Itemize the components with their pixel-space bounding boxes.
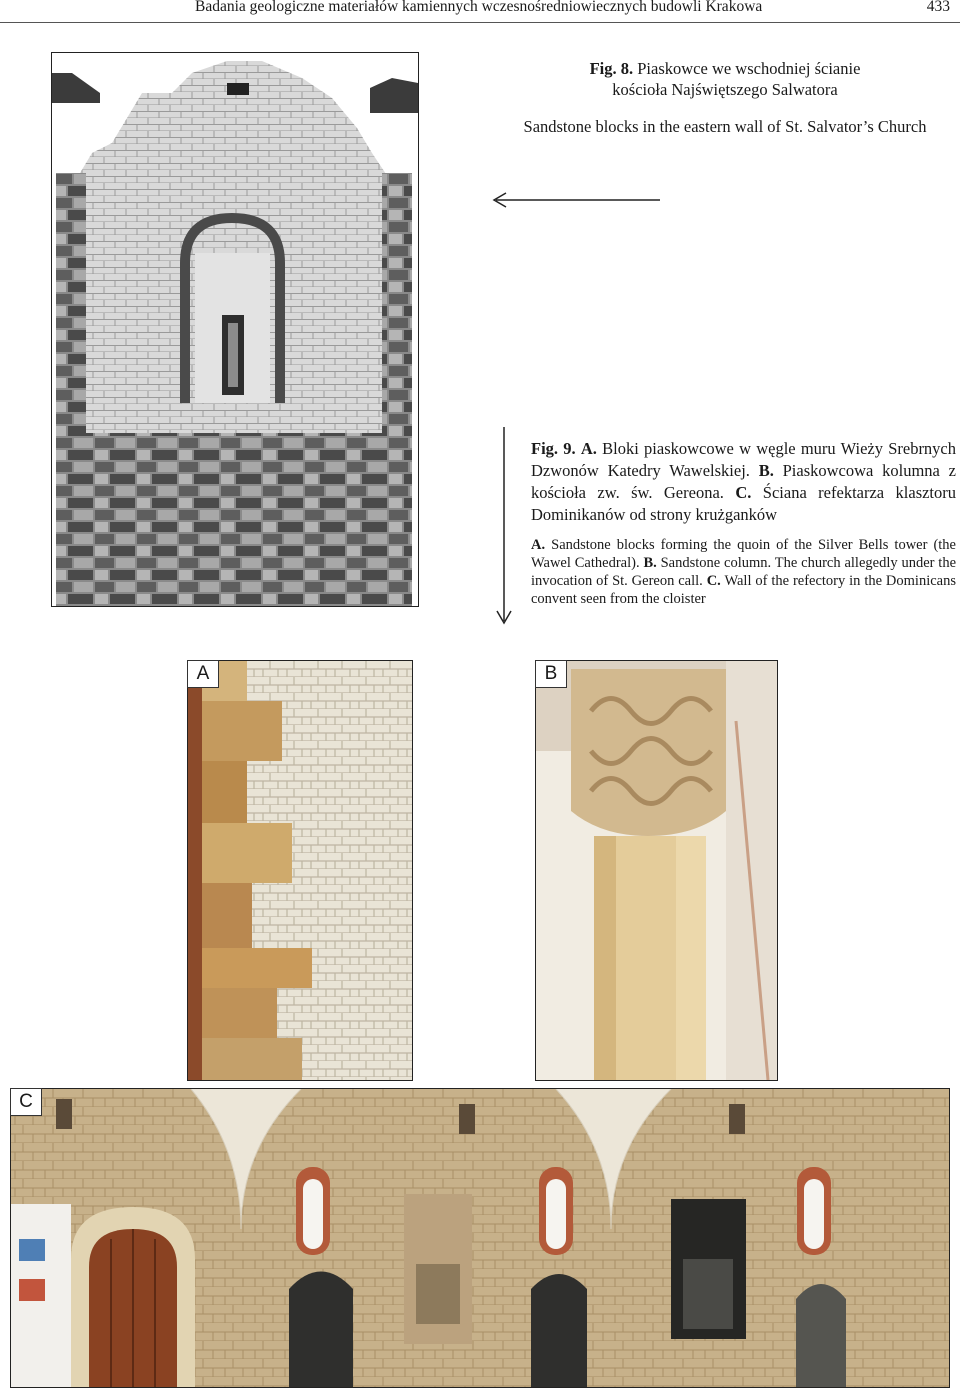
fig9-en-a-text: Sandstone blocks forming the quoin of the Silver Bells tower (the Wawel Cathedral). [531, 537, 956, 571]
fig9-en-c-label: C. [706, 573, 721, 589]
fig9-pl-b-text: Piaskowcowa kolumna z kościoła zw. św. Gereona. [531, 461, 956, 502]
fig9-pl-a-label: A. [580, 439, 597, 458]
fig9-pl-b-label: B. [758, 461, 774, 480]
church-wall-image [52, 53, 418, 606]
fig8-title-pl-line1: Piaskowce we wschodniej ścianie [637, 59, 861, 78]
fig9-panel-c [10, 1088, 950, 1388]
fig9-en-c-text: Wall of the refectory in the Dominicans convent seen from the cloister [531, 573, 957, 607]
fig9-panel-a [187, 660, 413, 1081]
fig9-pl-c-label: C. [735, 483, 752, 502]
header-title: Badania geologiczne materiałów kamiennych wczesnośredniowiecznych budowli Krakowa [195, 0, 763, 15]
fig9-en-b-label: B. [643, 555, 657, 571]
fig9-pl-a-text: Bloki piaskowcowe w węgle muru Wieży Srebrnych Dzwonów Katedry Wawelskiej. [531, 439, 957, 480]
panel-label-a: A [187, 660, 219, 688]
fig8-label: Fig. 8. [589, 59, 634, 78]
refectory-wall-image [11, 1089, 949, 1387]
running-header [0, 0, 960, 23]
fig9-label: Fig. 9. [531, 439, 576, 458]
fig8-caption [505, 58, 945, 100]
fig9-panel-b [535, 660, 778, 1081]
fig8-title-pl-line2: kościoła Najświętszego Salwatora [612, 80, 838, 99]
fig8-photo [51, 52, 419, 607]
left-arrow-icon [490, 190, 665, 210]
down-arrow-icon [494, 425, 514, 630]
fig9-caption-en [531, 536, 956, 608]
fig8-title-en: Sandstone blocks in the eastern wall of St. Salvator’s Church [523, 117, 927, 136]
fig9-en-b-text: Sandstone column. The church allegedly under the invocation of St. Gereon call. [531, 555, 957, 589]
page-number: 433 [926, 0, 950, 15]
fig9-caption-pl [531, 438, 956, 526]
quoin-image [188, 661, 412, 1080]
panel-label-b: B [535, 660, 567, 688]
fig9-pl-c-text: Ściana refektarza klasztoru Dominikanów od strony krużganków [531, 483, 957, 524]
column-image [536, 661, 777, 1080]
fig9-en-a-label: A. [531, 537, 546, 553]
panel-label-c: C [10, 1088, 42, 1116]
